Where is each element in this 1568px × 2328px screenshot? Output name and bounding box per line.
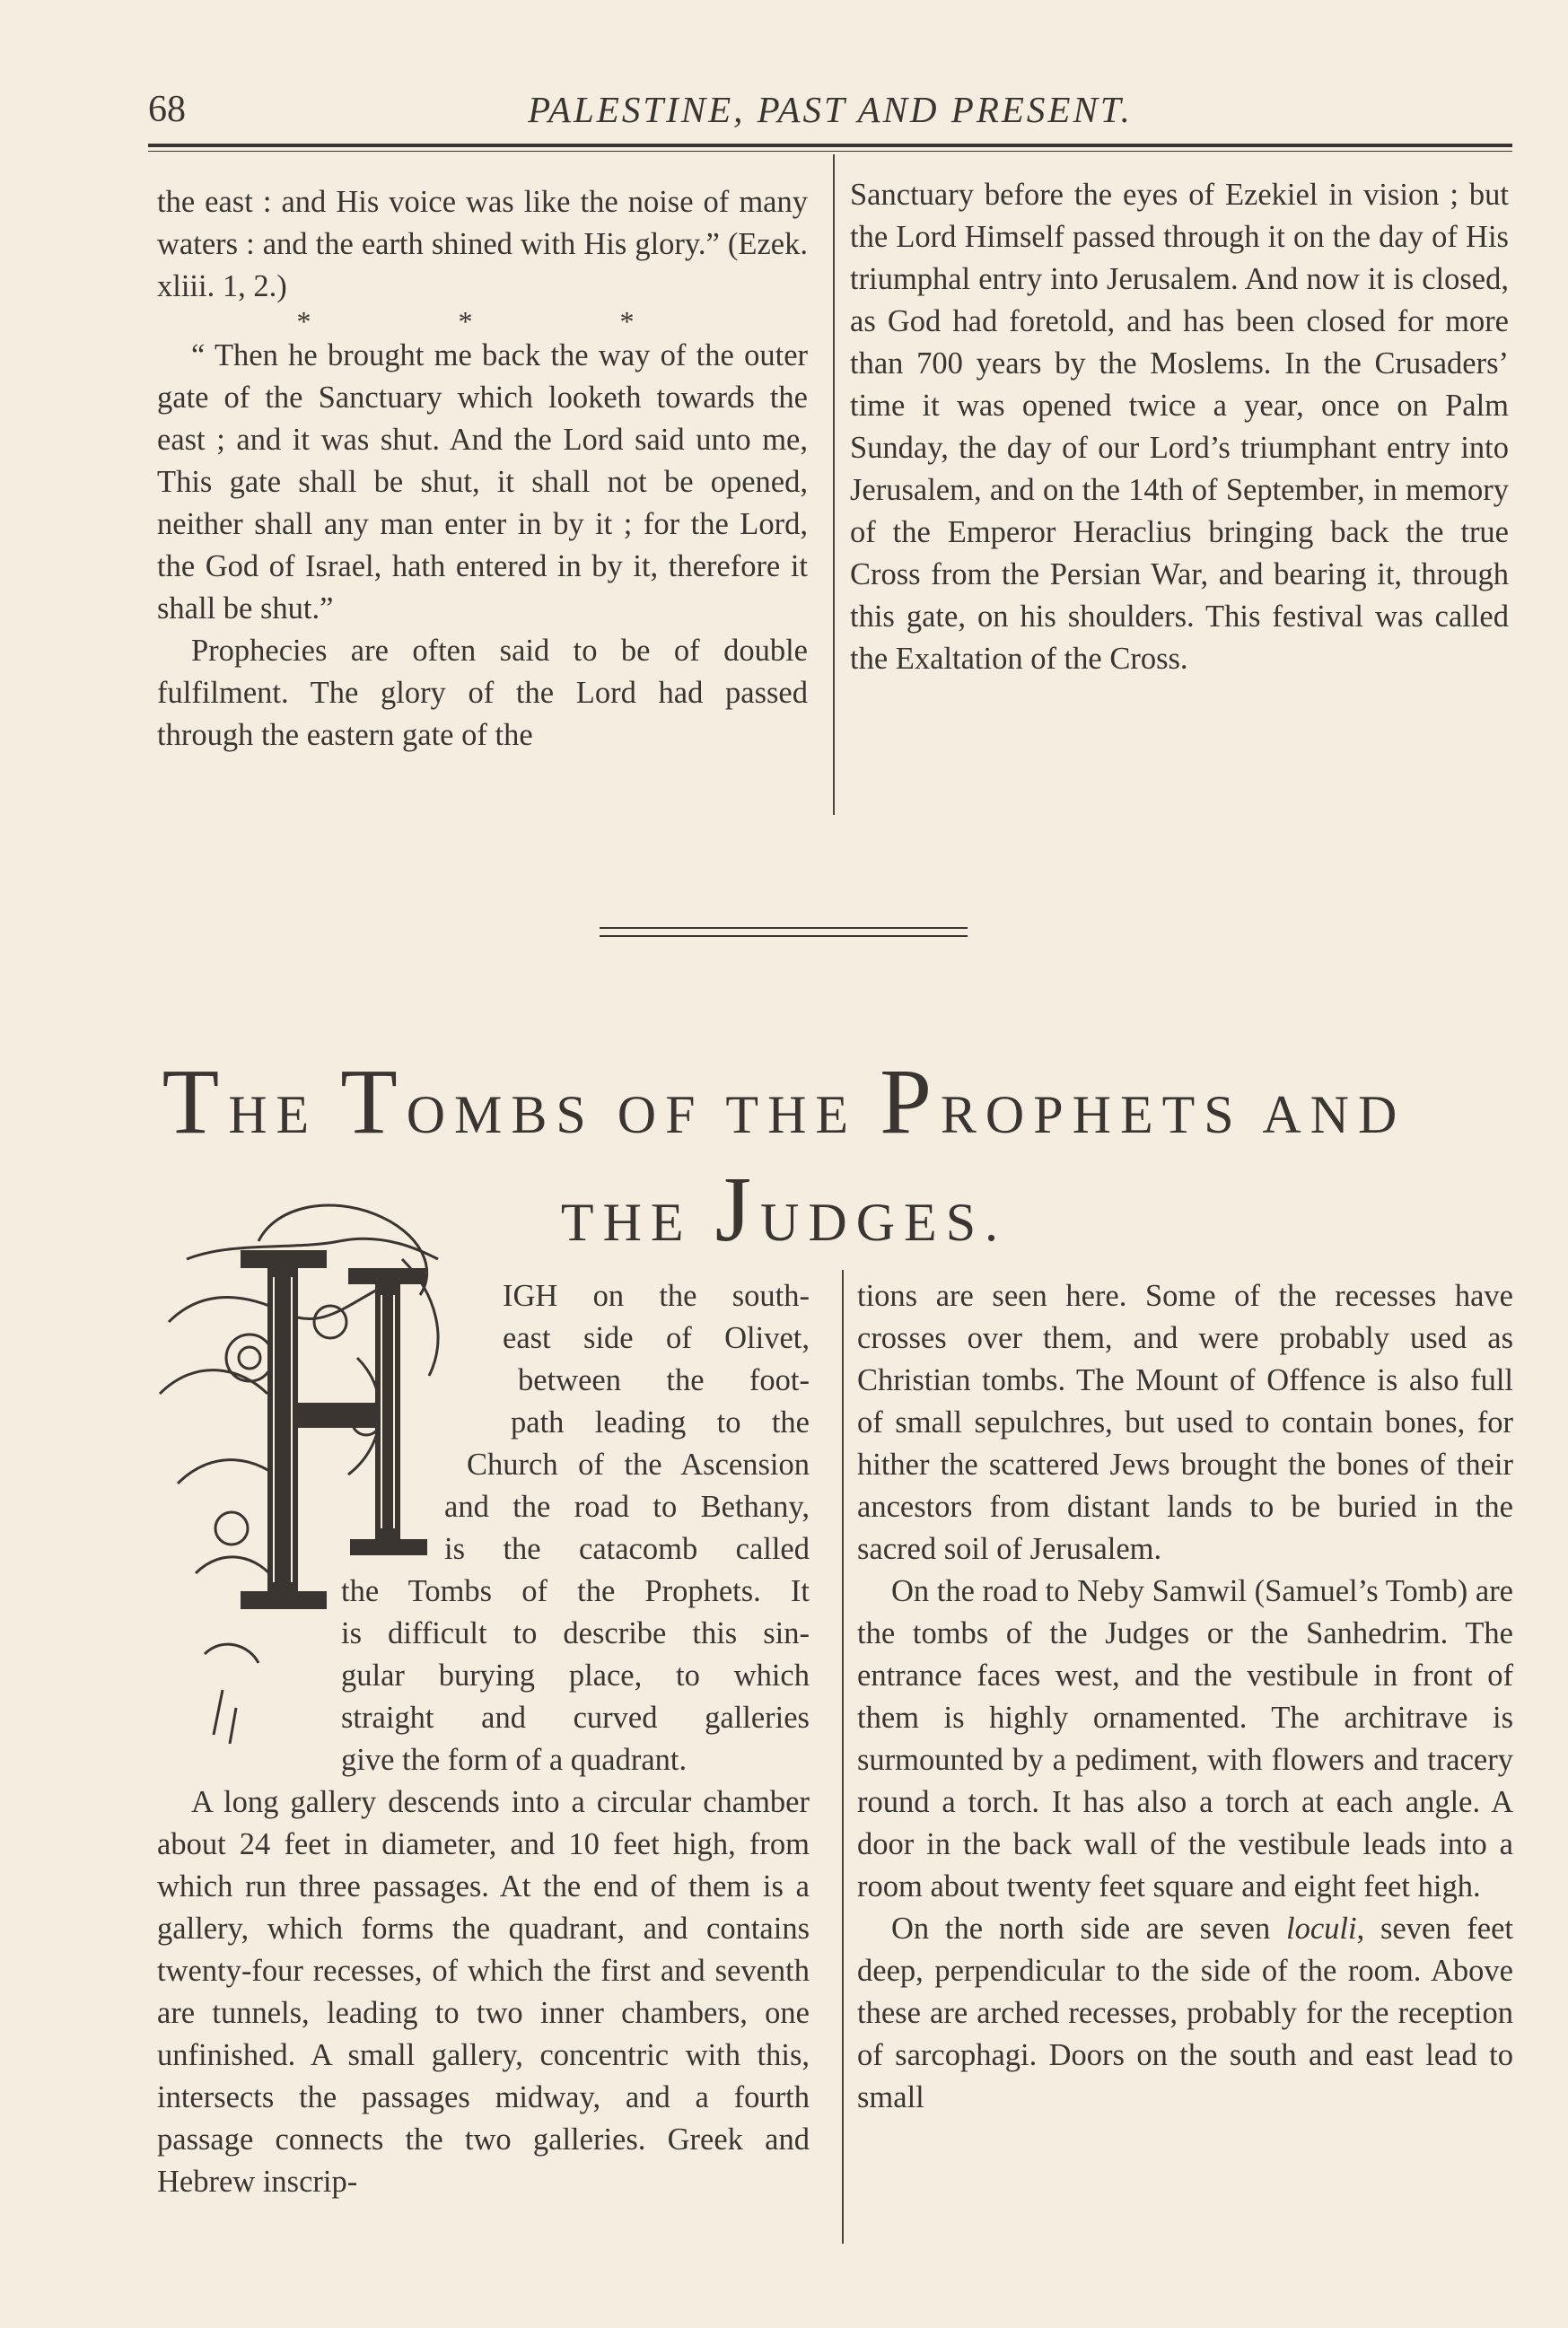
text-line: straight and curved galleries [341, 1701, 810, 1735]
paragraph: Sanctuary before the eyes of Ezekiel in vision ; but the Lord Himself passed through it on the day of His triumphal entry into Jerusalem. And now it is closed, as God had foretold, and has been closed for more than 700 years by the Moslems. In the Crusaders’ time it was opened twice a year, once on Palm Sunday, the day of our Lord’s triumphant entry into Jerusalem, and on the 14th of September, in memory of the Emperor Heraclius bringing back the true Cross from the Persian War, and bearing it, through this gate, on his shoulders. This festival was called the Exaltation of the Cross. [850, 178, 1509, 676]
title-word: TOMBS [340, 1050, 595, 1153]
title-word: THE [162, 1050, 319, 1153]
text-line: IGH on the south- [503, 1279, 810, 1313]
section-title-line1 [0, 1048, 1568, 1155]
paragraph: the east : and His voice was like the noise of many waters : and the earth shined with His glory.” (Ezek. xliii. 1, 2.) [157, 185, 808, 303]
text-line: is the catacomb called [444, 1532, 810, 1566]
title-word: AND [1262, 1085, 1406, 1144]
title-word: OF [617, 1085, 705, 1144]
title-word: JUDGES. [714, 1158, 1008, 1261]
section-stars: * * * [296, 305, 705, 337]
top-left-column [157, 181, 808, 757]
text-line: is difficult to describe this sin- [341, 1616, 810, 1650]
title-word: THE [560, 1193, 693, 1252]
text-line: between the foot- [518, 1363, 810, 1397]
lower-right-column [857, 1275, 1513, 2119]
paragraph: A long gallery descends into a circular chamber about 24 feet in diameter, and 10 feet high, from which run three passages. At the end of them is a gallery, which forms the quadrant, and contains twenty-four recesses, of which the first and seventh are tunnels, leading to two inner chambers, one unfinished. A small gallery, concentric with this, intersects the passages midway, and a fourth passage connects the two galleries. Greek and Hebrew inscrip- [157, 1785, 810, 2199]
paragraph: “ Then he brought me back the way of the outer gate of the Sanctuary which looketh towards the east ; and it was shut. And the Lord said unto me, This gate shall be shut, it shall not be opened, neither shall any man enter in by it ; for the Lord, the God of Israel, hath entered in by it, therefore it shall be shut.” [157, 338, 808, 626]
text-line: the Tombs of the Prophets. It [341, 1574, 810, 1608]
text-line: and the road to Bethany, [444, 1490, 810, 1524]
paragraph: On the road to Neby Samwil (Samuel’s Tomb) are the tombs of the Judges or the Sanhedrim. The entrance faces west, and the vestibule in front of them is highly ornamented. The architrave is surmounted by a pediment, with flowers and tracery round a torch. It has also a torch at each angle. A door in the back wall of the vestibule leads into a room about twenty feet square and eight feet high. [857, 1574, 1513, 1904]
title-word: PROPHETS [880, 1050, 1243, 1153]
title-word: THE [725, 1085, 858, 1144]
paragraph: On the north side are seven loculi, seven feet deep, perpendicular to the side of the room. Above these are arched recesses, probably for the reception of sarcophagi. Doors on the south and east lead to small [857, 1912, 1513, 2114]
page-number: 68 [148, 89, 186, 130]
running-title: PALESTINE, PAST AND PRESENT. [528, 89, 1133, 130]
section-rule [600, 927, 968, 929]
header-rule [148, 144, 1512, 147]
text-line: east side of Olivet, [503, 1321, 810, 1355]
paragraph: Prophecies are often said to be of double fulfilment. The glory of the Lord had passed through the eastern gate of the [157, 634, 808, 752]
top-right-column [850, 174, 1509, 680]
text-line: give the form of a quadrant. [341, 1743, 688, 1777]
section-rule [600, 935, 968, 937]
column-divider-bottom [842, 1270, 844, 2244]
text-line: path leading to the [511, 1405, 810, 1440]
italic-term: loculi [1286, 1912, 1357, 1946]
text-line: Church of the Ascension [467, 1448, 810, 1482]
text-line: gular burying place, to which [341, 1658, 810, 1693]
header-rule-thin [148, 151, 1512, 152]
lower-left-column [157, 1781, 810, 2203]
page-header [148, 88, 1512, 142]
paragraph: tions are seen here. Some of the recesses have crosses over them, and were probably used as Christian tombs. The Mount of Offence is also full of small sepulchres, but used to contain bones, for hither the scattered Jews brought the bones of their ancestors from distant lands to be buried in the sacred soil of Jerusalem. [857, 1279, 1513, 1566]
column-divider-top [833, 154, 835, 815]
